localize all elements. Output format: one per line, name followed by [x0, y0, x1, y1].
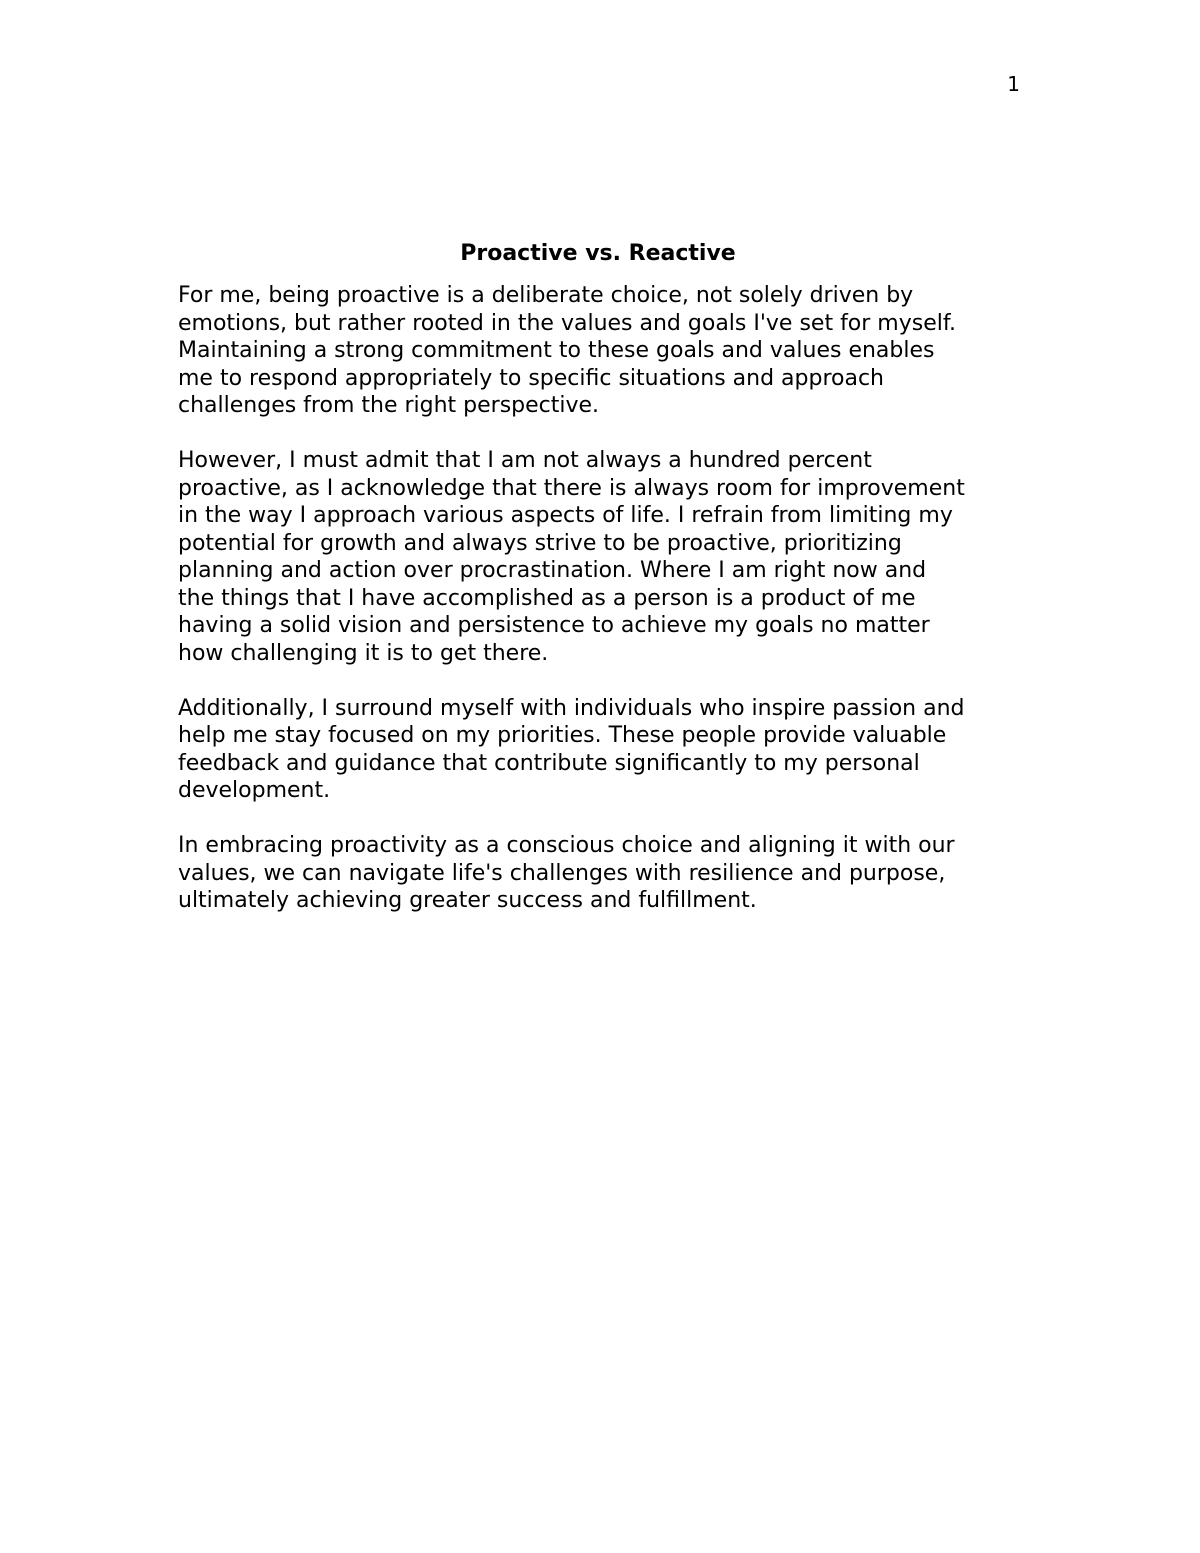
document-body [178, 240, 1038, 942]
paragraph-1: For me, being proactive is a deliberate choice, not solely driven by emotions, but rather rooted in the values and goals I've set for myself. Maintaining a strong commitment to these goals and values enables me to respond appropriately to specific situations and approach challenges from the right perspective. [178, 283, 957, 418]
page-number: 1 [1007, 72, 1020, 96]
paragraph-3: Additionally, I surround myself with individuals who inspire passion and help me stay focused on my priorities. These people provide valuable feedback and guidance that contribute significantly to my personal development. [178, 695, 965, 803]
document-title: Proactive vs. Reactive [460, 241, 736, 266]
paragraph-2: However, I must admit that I am not always a hundred percent proactive, as I acknowledge that there is always room for improvement in the way I approach various aspects of life. I refrain from limiting my potential for growth and always strive to be proactive, prioritizing planning and action over procrastination. Where I am right now and the things that I have accomplished as a person is a product of me having a solid vision and persistence to achieve my goals no matter how challenging it is to get there. [178, 448, 965, 666]
paragraph-4: In embracing proactivity as a conscious choice and aligning it with our values, we can navigate life's challenges with resilience and purpose, ultimately achieving greater success and fulfillment. [178, 833, 955, 913]
